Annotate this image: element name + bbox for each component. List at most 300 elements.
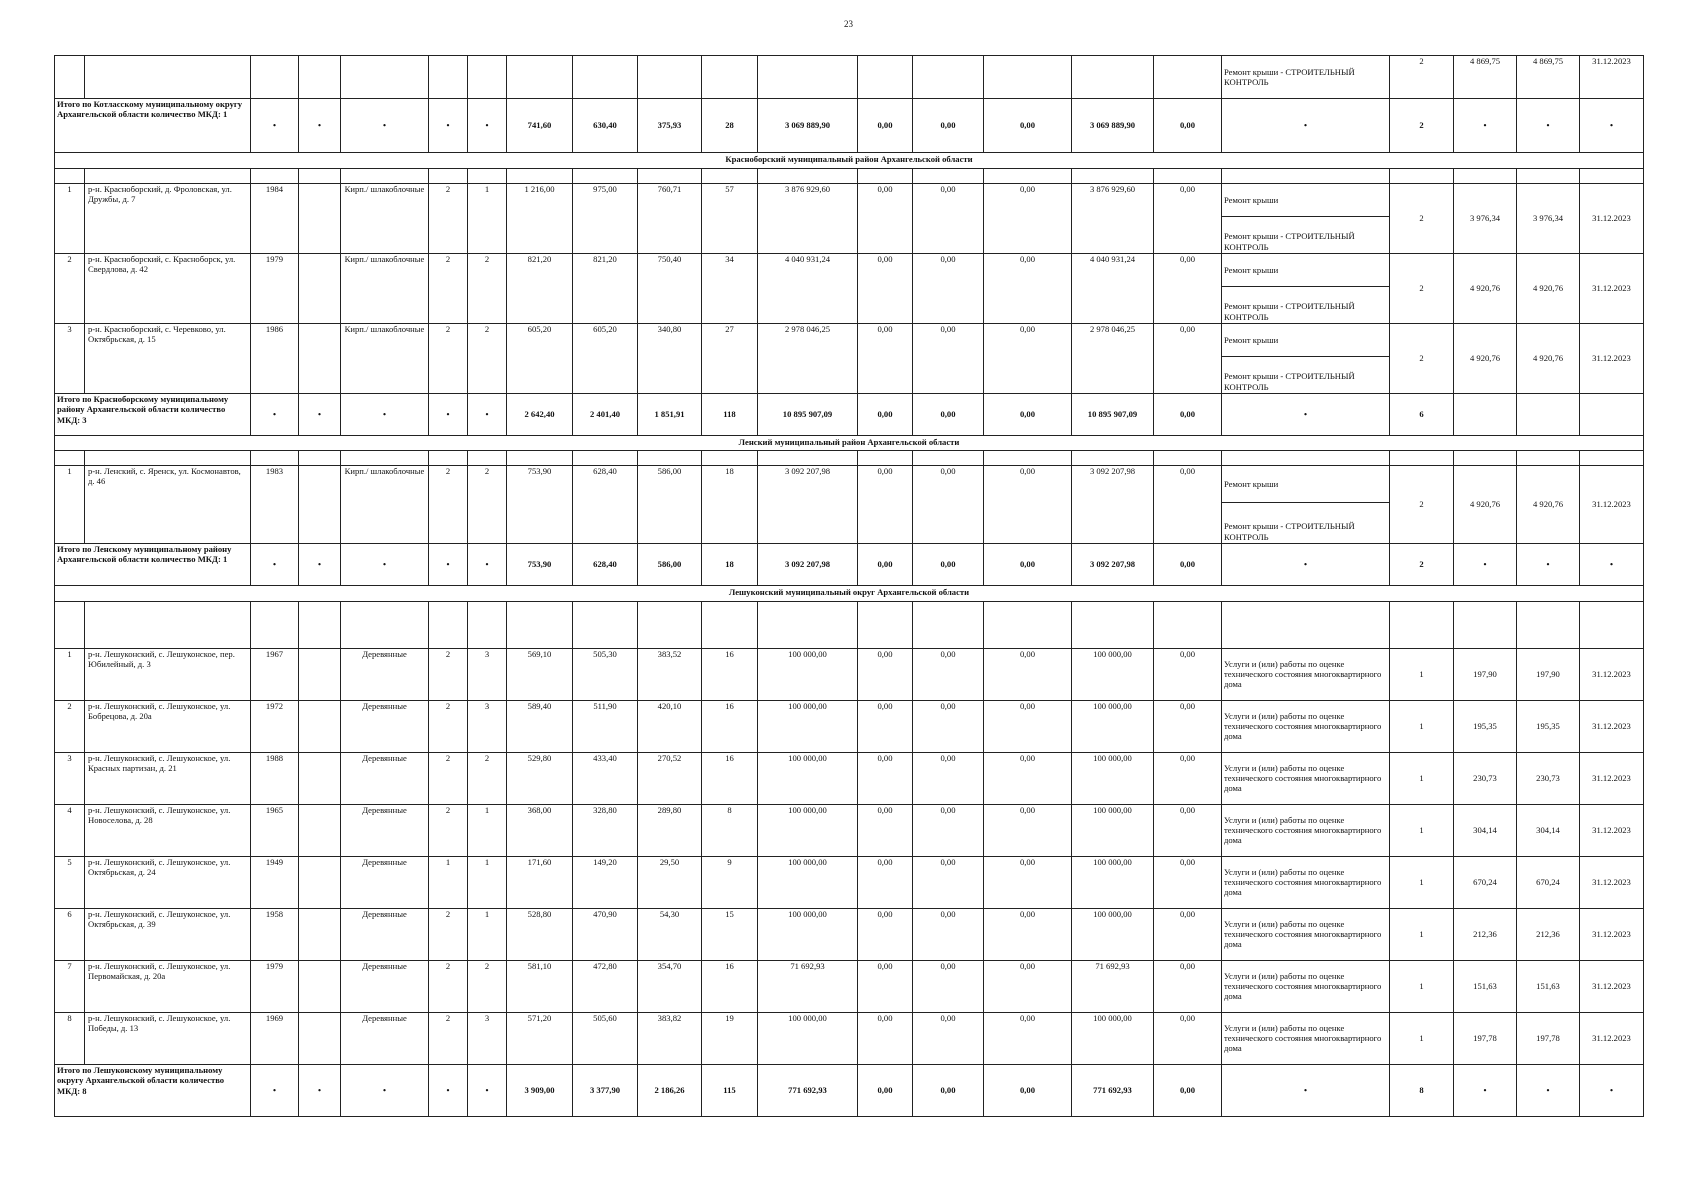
total-local: 0,00: [984, 394, 1072, 436]
fund-share: 0,00: [858, 701, 913, 753]
district-total-row: [55, 394, 1644, 436]
owners-funds: 2 978 046,25: [1072, 324, 1154, 394]
premises-area: 975,00: [573, 184, 638, 254]
entrances-count: 2: [468, 753, 507, 805]
fund-share: 0,00: [858, 649, 913, 701]
total-count: 2: [1390, 544, 1454, 586]
wall-material: Деревянные: [341, 909, 429, 961]
other-funds: 0,00: [1154, 184, 1222, 254]
residents-count: 8: [702, 805, 758, 857]
fund-share: 0,00: [858, 909, 913, 961]
premises-area: 433,40: [573, 753, 638, 805]
residential-area: 383,52: [638, 649, 702, 701]
cost-per-m2: 197,78: [1454, 1013, 1517, 1065]
deadline-date: 31.12.2023: [1580, 649, 1644, 701]
total-region: 0,00: [913, 99, 984, 153]
page-number: 23: [844, 19, 853, 29]
work-count: 1: [1390, 649, 1454, 701]
deadline-date: 31.12.2023: [1580, 184, 1644, 254]
reconstruction-year: [299, 649, 341, 701]
cost-per-m2: 230,73: [1454, 753, 1517, 805]
building-row: [55, 649, 1644, 701]
total-fund: 0,00: [858, 544, 913, 586]
total-area: 605,20: [507, 324, 573, 394]
residential-area: 586,00: [638, 466, 702, 544]
total-cost: 100 000,00: [758, 909, 858, 961]
total-placeholder: •: [468, 99, 507, 153]
total-local: 0,00: [984, 544, 1072, 586]
local-budget: 0,00: [984, 254, 1072, 324]
local-budget: 0,00: [984, 649, 1072, 701]
residential-area: 54,30: [638, 909, 702, 961]
owners-funds: 100 000,00: [1072, 909, 1154, 961]
row-number: 5: [55, 857, 85, 909]
premises-area: 328,80: [573, 805, 638, 857]
owners-funds: 3 876 929,60: [1072, 184, 1154, 254]
other-funds: 0,00: [1154, 1013, 1222, 1065]
total-cost-per-m2: [1454, 394, 1517, 436]
deadline-date: 31.12.2023: [1580, 753, 1644, 805]
reconstruction-year: [299, 909, 341, 961]
work-count: 1: [1390, 1013, 1454, 1065]
total-cost: 3 092 207,98: [758, 466, 858, 544]
residential-area: 420,10: [638, 701, 702, 753]
residents-count: 34: [702, 254, 758, 324]
work-type: [1222, 805, 1390, 857]
total-limit-per-m2: •: [1517, 1065, 1580, 1117]
district-title: Лешуконский муниципальный округ Архангельской области: [55, 586, 1644, 602]
total-cost: 71 692,93: [758, 961, 858, 1013]
residential-area: 383,82: [638, 1013, 702, 1065]
total-cost-per-m2: •: [1454, 99, 1517, 153]
total-other: 0,00: [1154, 99, 1222, 153]
total-fund: 0,00: [858, 99, 913, 153]
work-technical-assessment: Услуги и (или) работы по оценке технического состояния многоквартирного дома: [1224, 814, 1382, 846]
total-date: [1580, 394, 1644, 436]
premises-area: 149,20: [573, 857, 638, 909]
total-placeholder: •: [341, 394, 429, 436]
other-funds: 0,00: [1154, 254, 1222, 324]
deadline-date: 31.12.2023: [1580, 961, 1644, 1013]
total-label: Итого по Котласскому муниципальному округу Архангельской области количество МКД: 1: [55, 99, 251, 153]
residents-count: 27: [702, 324, 758, 394]
deadline-date: 31.12.2023: [1580, 254, 1644, 324]
work-technical-assessment: Услуги и (или) работы по оценке технического состояния многоквартирного дома: [1224, 918, 1382, 950]
regional-budget: 0,00: [913, 1013, 984, 1065]
total-area-all: 628,40: [573, 544, 638, 586]
regional-budget: 0,00: [913, 466, 984, 544]
building-address: р-н. Красноборский, д. Фроловская, ул. Дружбы, д. 7: [85, 184, 251, 254]
work-count: 1: [1390, 701, 1454, 753]
floors-count: 2: [429, 753, 468, 805]
total-area-res: 586,00: [638, 544, 702, 586]
premises-area: 605,20: [573, 324, 638, 394]
total-residents: 18: [702, 544, 758, 586]
cost-per-m2: 304,14: [1454, 805, 1517, 857]
work-type: [1222, 1013, 1390, 1065]
work-count: 1: [1390, 753, 1454, 805]
building-row: [55, 324, 1644, 394]
residential-area: 270,52: [638, 753, 702, 805]
total-area-all: 3 377,90: [573, 1065, 638, 1117]
work-type: [1222, 649, 1390, 701]
reconstruction-year: [299, 857, 341, 909]
limit-per-m2: 670,24: [1517, 857, 1580, 909]
reconstruction-year: [299, 1013, 341, 1065]
other-funds: 0,00: [1154, 466, 1222, 544]
fund-share: 0,00: [858, 254, 913, 324]
fund-share: 0,00: [858, 961, 913, 1013]
residents-count: 16: [702, 753, 758, 805]
total-label: Итого по Красноборскому муниципальному району Архангельской области количество МКД: 3: [55, 394, 251, 436]
total-area: 528,80: [507, 909, 573, 961]
total-area: 569,10: [507, 649, 573, 701]
total-owners: 10 895 907,09: [1072, 394, 1154, 436]
reconstruction-year: [299, 805, 341, 857]
total-area-res: 375,93: [638, 99, 702, 153]
total-area-total: 3 909,00: [507, 1065, 573, 1117]
total-limit-per-m2: •: [1517, 544, 1580, 586]
total-date: •: [1580, 99, 1644, 153]
residential-area: 289,80: [638, 805, 702, 857]
total-placeholder: •: [299, 1065, 341, 1117]
total-placeholder: •: [251, 1065, 299, 1117]
premises-area: 505,60: [573, 1013, 638, 1065]
premises-area: 470,90: [573, 909, 638, 961]
building-address: р-н. Лешуконский, с. Лешуконское, ул. Победы, д. 13: [85, 1013, 251, 1065]
build-year: 1979: [251, 961, 299, 1013]
total-fund: 0,00: [858, 394, 913, 436]
work-roof-repair: Ремонт крыши: [1222, 254, 1389, 287]
residential-area: 29,50: [638, 857, 702, 909]
floors-count: 2: [429, 701, 468, 753]
building-address: р-н. Ленский, с. Яренск, ул. Космонавтов, д. 46: [85, 466, 251, 544]
total-placeholder: •: [341, 1065, 429, 1117]
local-budget: 0,00: [984, 857, 1072, 909]
total-date: •: [1580, 544, 1644, 586]
total-area: 821,20: [507, 254, 573, 324]
regional-budget: 0,00: [913, 701, 984, 753]
limit-per-m2: 197,78: [1517, 1013, 1580, 1065]
limit-per-m2: 4 920,76: [1517, 254, 1580, 324]
deadline-date: 31.12.2023: [1580, 56, 1644, 99]
district-title: Ленский муниципальный район Архангельской области: [55, 436, 1644, 451]
wall-material: Деревянные: [341, 1013, 429, 1065]
regional-budget: 0,00: [913, 324, 984, 394]
residential-area: 354,70: [638, 961, 702, 1013]
work-type: [1222, 254, 1390, 324]
residents-count: 9: [702, 857, 758, 909]
build-year: 1983: [251, 466, 299, 544]
regional-budget: 0,00: [913, 909, 984, 961]
deadline-date: 31.12.2023: [1580, 466, 1644, 544]
floors-count: 2: [429, 805, 468, 857]
total-placeholder: •: [429, 394, 468, 436]
local-budget: 0,00: [984, 1013, 1072, 1065]
spacer-row: [55, 169, 1644, 184]
total-owners: 771 692,93: [1072, 1065, 1154, 1117]
limit-per-m2: 151,63: [1517, 961, 1580, 1013]
premises-area: 821,20: [573, 254, 638, 324]
row-number: 7: [55, 961, 85, 1013]
wall-material: Кирп./ шлакоблочные: [341, 254, 429, 324]
total-work: •: [1222, 99, 1390, 153]
work-type: [1222, 184, 1390, 254]
building-address: р-н. Лешуконский, с. Лешуконское, ул. Новоселова, д. 28: [85, 805, 251, 857]
owners-funds: 4 040 931,24: [1072, 254, 1154, 324]
limit-per-m2: 4 869,75: [1517, 56, 1580, 99]
floors-count: 2: [429, 184, 468, 254]
wall-material: Деревянные: [341, 649, 429, 701]
deadline-date: 31.12.2023: [1580, 857, 1644, 909]
total-area-all: 2 401,40: [573, 394, 638, 436]
total-area: 581,10: [507, 961, 573, 1013]
deadline-date: 31.12.2023: [1580, 805, 1644, 857]
cost-per-m2: 3 976,34: [1454, 184, 1517, 254]
total-fund: 0,00: [858, 1065, 913, 1117]
other-funds: 0,00: [1154, 324, 1222, 394]
work-roof-repair: Ремонт крыши: [1222, 324, 1389, 357]
wall-material: Кирп./ шлакоблочные: [341, 184, 429, 254]
premises-area: 628,40: [573, 466, 638, 544]
total-cost: 100 000,00: [758, 805, 858, 857]
total-placeholder: •: [468, 1065, 507, 1117]
total-placeholder: •: [429, 1065, 468, 1117]
total-cost-per-m2: •: [1454, 544, 1517, 586]
total-region: 0,00: [913, 544, 984, 586]
total-other: 0,00: [1154, 544, 1222, 586]
fund-share: 0,00: [858, 805, 913, 857]
total-cost: 100 000,00: [758, 701, 858, 753]
residents-count: 57: [702, 184, 758, 254]
work-type: [1222, 466, 1390, 544]
total-work: •: [1222, 1065, 1390, 1117]
entrances-count: 2: [468, 961, 507, 1013]
work-type: [1222, 961, 1390, 1013]
floors-count: 2: [429, 254, 468, 324]
total-placeholder: •: [341, 544, 429, 586]
total-area: 571,20: [507, 1013, 573, 1065]
total-area: 753,90: [507, 466, 573, 544]
deadline-date: 31.12.2023: [1580, 909, 1644, 961]
limit-per-m2: 197,90: [1517, 649, 1580, 701]
total-region: 0,00: [913, 394, 984, 436]
total-placeholder: •: [251, 394, 299, 436]
building-address: р-н. Лешуконский, с. Лешуконское, ул. Красных партизан, д. 21: [85, 753, 251, 805]
work-technical-assessment: Услуги и (или) работы по оценке технического состояния многоквартирного дома: [1224, 762, 1382, 794]
building-row: [55, 805, 1644, 857]
building-address: р-н. Красноборский, с. Черевково, ул. Октябрьская, д. 15: [85, 324, 251, 394]
other-funds: 0,00: [1154, 753, 1222, 805]
floors-count: 2: [429, 1013, 468, 1065]
total-cost: 4 040 931,24: [758, 254, 858, 324]
total-placeholder: •: [341, 99, 429, 153]
total-area-total: 753,90: [507, 544, 573, 586]
wall-material: Кирп./ шлакоблочные: [341, 324, 429, 394]
work-type: [1222, 909, 1390, 961]
reconstruction-year: [299, 184, 341, 254]
entrances-count: 2: [468, 466, 507, 544]
cost-per-m2: 151,63: [1454, 961, 1517, 1013]
row-number: 1: [55, 466, 85, 544]
building-address: р-н. Лешуконский, с. Лешуконское, ул. Первомайская, д. 20а: [85, 961, 251, 1013]
building-row: [55, 466, 1644, 544]
floors-count: 2: [429, 324, 468, 394]
total-cost-total: 771 692,93: [758, 1065, 858, 1117]
district-total-row: [55, 544, 1644, 586]
work-technical-assessment: Услуги и (или) работы по оценке технического состояния многоквартирного дома: [1224, 658, 1382, 690]
entrances-count: 2: [468, 324, 507, 394]
row-number: 8: [55, 1013, 85, 1065]
work-count: 1: [1390, 909, 1454, 961]
work-count: 2: [1390, 466, 1454, 544]
local-budget: 0,00: [984, 324, 1072, 394]
build-year: 1986: [251, 324, 299, 394]
residents-count: 16: [702, 649, 758, 701]
other-funds: 0,00: [1154, 857, 1222, 909]
build-year: 1965: [251, 805, 299, 857]
total-area: 368,00: [507, 805, 573, 857]
work-type: [1222, 324, 1390, 394]
fund-share: 0,00: [858, 1013, 913, 1065]
total-area-total: 2 642,40: [507, 394, 573, 436]
total-cost: 100 000,00: [758, 649, 858, 701]
work-construction-control: Ремонт крыши - СТРОИТЕЛЬНЫЙ КОНТРОЛЬ: [1224, 231, 1355, 252]
residential-area: 750,40: [638, 254, 702, 324]
total-date: •: [1580, 1065, 1644, 1117]
other-funds: 0,00: [1154, 805, 1222, 857]
district-header-row: [55, 153, 1644, 169]
building-row: [55, 909, 1644, 961]
district-header-row: [55, 436, 1644, 451]
floors-count: 1: [429, 857, 468, 909]
building-address: р-н. Лешуконский, с. Лешуконское, ул. Бобрецова, д. 20а: [85, 701, 251, 753]
cost-per-m2: 4 920,76: [1454, 466, 1517, 544]
build-year: 1984: [251, 184, 299, 254]
work-roof-repair: Ремонт крыши: [1222, 184, 1389, 217]
total-cost: 100 000,00: [758, 753, 858, 805]
local-budget: 0,00: [984, 466, 1072, 544]
residents-count: 16: [702, 961, 758, 1013]
residents-count: 19: [702, 1013, 758, 1065]
wall-material: Деревянные: [341, 753, 429, 805]
row-number: 4: [55, 805, 85, 857]
residential-area: 760,71: [638, 184, 702, 254]
continuation-row: [55, 56, 1644, 99]
residential-area: 340,80: [638, 324, 702, 394]
build-year: 1988: [251, 753, 299, 805]
work-count: 2: [1390, 56, 1454, 99]
work-type: [1222, 701, 1390, 753]
regional-budget: 0,00: [913, 254, 984, 324]
work-type: Ремонт крыши - СТРОИТЕЛЬНЫЙ КОНТРОЛЬ: [1222, 56, 1390, 99]
fund-share: 0,00: [858, 753, 913, 805]
entrances-count: 1: [468, 857, 507, 909]
total-placeholder: •: [251, 99, 299, 153]
total-placeholder: •: [468, 544, 507, 586]
entrances-count: 1: [468, 805, 507, 857]
work-technical-assessment: Услуги и (или) работы по оценке технического состояния многоквартирного дома: [1224, 970, 1382, 1002]
work-count: 1: [1390, 961, 1454, 1013]
total-placeholder: •: [299, 394, 341, 436]
limit-per-m2: 230,73: [1517, 753, 1580, 805]
row-number: 6: [55, 909, 85, 961]
row-number: 3: [55, 753, 85, 805]
wall-material: Деревянные: [341, 805, 429, 857]
building-address: р-н. Лешуконский, с. Лешуконское, ул. Октябрьская, д. 24: [85, 857, 251, 909]
local-budget: 0,00: [984, 961, 1072, 1013]
local-budget: 0,00: [984, 753, 1072, 805]
cost-per-m2: 4 869,75: [1454, 56, 1517, 99]
total-area-res: 1 851,91: [638, 394, 702, 436]
building-address: р-н. Красноборский, с. Красноборск, ул. Свердлова, д. 42: [85, 254, 251, 324]
district-total-row: [55, 1065, 1644, 1117]
local-budget: 0,00: [984, 805, 1072, 857]
entrances-count: 3: [468, 649, 507, 701]
floors-count: 2: [429, 961, 468, 1013]
work-count: 1: [1390, 857, 1454, 909]
build-year: 1967: [251, 649, 299, 701]
building-row: [55, 184, 1644, 254]
regional-budget: 0,00: [913, 184, 984, 254]
total-limit-per-m2: [1517, 394, 1580, 436]
building-row: [55, 701, 1644, 753]
total-placeholder: •: [429, 99, 468, 153]
regional-budget: 0,00: [913, 857, 984, 909]
building-row: [55, 254, 1644, 324]
other-funds: 0,00: [1154, 961, 1222, 1013]
work-technical-assessment: Услуги и (или) работы по оценке технического состояния многоквартирного дома: [1224, 1022, 1382, 1054]
district-header-row: [55, 586, 1644, 602]
total-residents: 28: [702, 99, 758, 153]
owners-funds: 100 000,00: [1072, 1013, 1154, 1065]
regional-budget: 0,00: [913, 961, 984, 1013]
row-number: 2: [55, 701, 85, 753]
floors-count: 2: [429, 466, 468, 544]
local-budget: 0,00: [984, 184, 1072, 254]
total-area: 529,80: [507, 753, 573, 805]
local-budget: 0,00: [984, 909, 1072, 961]
limit-per-m2: 4 920,76: [1517, 466, 1580, 544]
building-row: [55, 1013, 1644, 1065]
total-placeholder: •: [299, 99, 341, 153]
build-year: 1972: [251, 701, 299, 753]
regional-budget: 0,00: [913, 649, 984, 701]
deadline-date: 31.12.2023: [1580, 701, 1644, 753]
total-owners: 3 069 889,90: [1072, 99, 1154, 153]
fund-share: 0,00: [858, 324, 913, 394]
total-region: 0,00: [913, 1065, 984, 1117]
reconstruction-year: [299, 254, 341, 324]
district-title: Красноборский муниципальный район Архангельской области: [55, 153, 1644, 169]
total-work: •: [1222, 544, 1390, 586]
cost-per-m2: 195,35: [1454, 701, 1517, 753]
work-roof-repair: Ремонт крыши: [1222, 466, 1389, 503]
limit-per-m2: 304,14: [1517, 805, 1580, 857]
limit-per-m2: 3 976,34: [1517, 184, 1580, 254]
cost-per-m2: 4 920,76: [1454, 254, 1517, 324]
row-number: 1: [55, 184, 85, 254]
total-other: 0,00: [1154, 1065, 1222, 1117]
floors-count: 2: [429, 909, 468, 961]
work-count: 2: [1390, 184, 1454, 254]
owners-funds: 100 000,00: [1072, 857, 1154, 909]
entrances-count: 3: [468, 701, 507, 753]
other-funds: 0,00: [1154, 649, 1222, 701]
row-number: 2: [55, 254, 85, 324]
reconstruction-year: [299, 324, 341, 394]
total-cost-total: 3 092 207,98: [758, 544, 858, 586]
